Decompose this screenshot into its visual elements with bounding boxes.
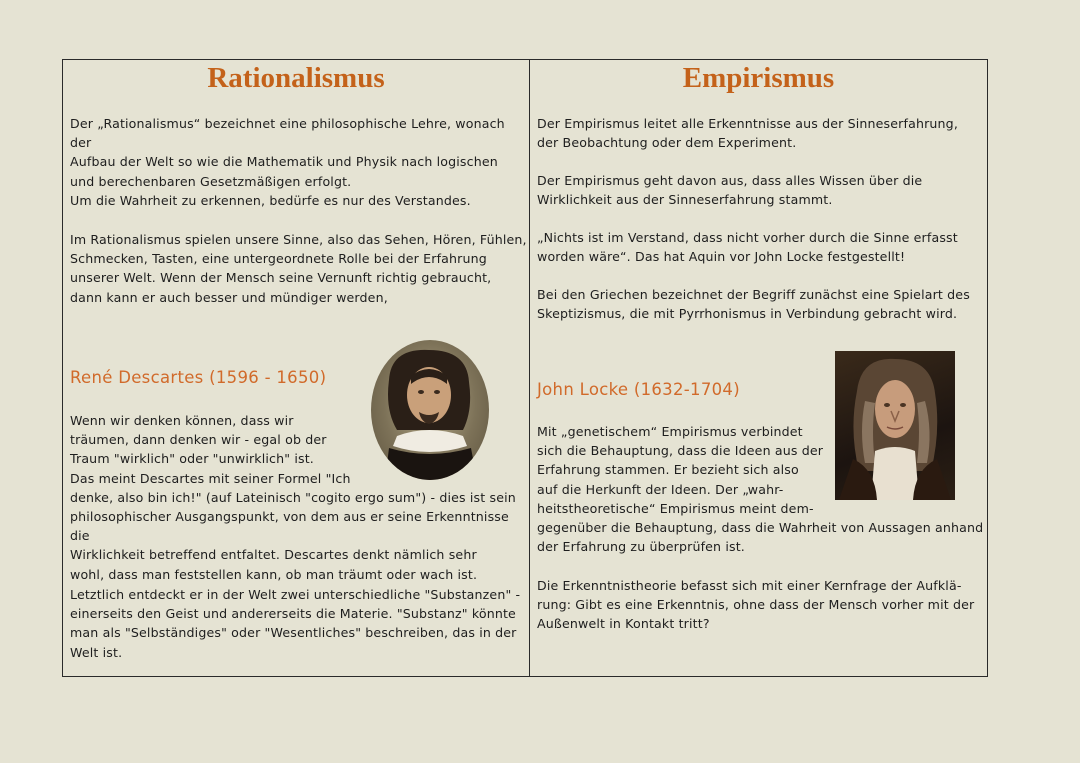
text-line: und berechenbaren Gesetzmäßigen erfolgt. bbox=[70, 173, 352, 189]
text-line: rung: Gibt es eine Erkenntnis, ohne dass der Mensch vorher mit der bbox=[537, 597, 975, 613]
text-line: Der „Rationalismus“ bezeichnet eine philosophische Lehre, wonach der bbox=[70, 116, 505, 151]
text-line: träumen, dann denken wir - egal ob der bbox=[70, 432, 327, 448]
rationalism-definition bbox=[70, 114, 529, 191]
text-line: man als "Selbständiges" oder "Wesentliches" beschreiben, das in der bbox=[70, 625, 517, 641]
text-line: Traum "wirklich" oder "unwirklich" ist. bbox=[70, 451, 314, 467]
text-line: Der Empirismus leitet alle Erkenntnisse aus der Sinneserfahrung, bbox=[537, 116, 958, 131]
text-line: Außenwelt in Kontakt tritt? bbox=[537, 616, 710, 632]
descartes-substances bbox=[70, 585, 520, 662]
text-line: der Beobachtung oder dem Experiment. bbox=[537, 135, 797, 151]
text-line: heitstheoretische“ Empirismus meint dem- bbox=[537, 500, 814, 516]
text-line: philosophischer Ausgangspunkt, von dem aus er seine Erkenntnisse die bbox=[70, 509, 509, 544]
text-line: Im Rationalismus spielen unsere Sinne, also das Sehen, Hören, Fühlen, bbox=[70, 232, 527, 247]
text-line: Letztlich entdeckt er in der Welt zwei unterschiedliche "Substanzen" - bbox=[70, 587, 521, 602]
text-line: Bei den Griechen bezeichnet der Begriff zunächst eine Spielart des bbox=[537, 287, 970, 302]
rationalism-senses bbox=[70, 230, 527, 307]
comparison-table bbox=[62, 59, 988, 677]
text-line: der Erfahrung zu überprüfen ist. bbox=[537, 539, 745, 555]
text-line: Skeptizismus, die mit Pyrrhonismus in Verbindung gebracht wird. bbox=[537, 306, 958, 322]
text-line: sich die Behauptung, dass die Ideen aus der bbox=[537, 443, 824, 459]
empiricism-knowledge bbox=[537, 171, 922, 209]
text-line: unserer Welt. Wenn der Mensch seine Vernunft richtig gebraucht, bbox=[70, 270, 492, 286]
text-line: denke, also bin ich!" (auf Lateinisch "cogito ergo sum") - dies ist sein bbox=[70, 489, 516, 505]
empiricism-column bbox=[530, 60, 987, 676]
text-line: Wenn wir denken können, dass wir bbox=[70, 413, 294, 428]
text-line: Schmecken, Tasten, eine untergeordnete Rolle bei der Erfahrung bbox=[70, 251, 487, 267]
text-line: Der Empirismus geht davon aus, dass alles Wissen über die bbox=[537, 173, 923, 188]
locke-name: John Locke (1632-1704) bbox=[537, 380, 740, 399]
text-line: Das meint Descartes mit seiner Formel "Ich bbox=[70, 470, 351, 486]
text-line: Aufbau der Welt so wie die Mathematik und Physik nach logischen bbox=[70, 154, 498, 170]
descartes-text bbox=[70, 411, 529, 584]
empiricism-heading: Empirismus bbox=[682, 62, 835, 94]
text-line: dann kann er auch besser und mündiger werden, bbox=[70, 289, 388, 305]
descartes-name: René Descartes (1596 - 1650) bbox=[70, 368, 327, 387]
text-line: „Nichts ist im Verstand, dass nicht vorher durch die Sinne erfasst bbox=[537, 230, 958, 245]
text-line: Wirklichkeit aus der Sinneserfahrung stammt. bbox=[537, 192, 833, 208]
text-line: auf die Herkunft der Ideen. Der „wahr- bbox=[537, 481, 784, 497]
empiricism-greeks bbox=[537, 285, 970, 323]
rationalism-heading: Rationalismus bbox=[207, 62, 385, 94]
text-line: Erfahrung stammen. Er bezieht sich also bbox=[537, 462, 799, 478]
rationalism-column bbox=[63, 60, 530, 676]
text-line: Die Erkenntnistheorie befasst sich mit einer Kernfrage der Aufklä- bbox=[537, 578, 962, 593]
empiricism-quote bbox=[537, 228, 958, 266]
text-line: Mit „genetischem“ Empirismus verbindet bbox=[537, 424, 803, 439]
text-line: einerseits den Geist und andererseits die Materie. "Substanz" könnte bbox=[70, 606, 516, 622]
text-line: gegenüber die Behauptung, dass die Wahrheit von Aussagen anhand bbox=[537, 520, 984, 536]
text-line: wohl, dass man feststellen kann, ob man träumt oder wach ist. bbox=[70, 566, 478, 582]
text-line: Welt ist. bbox=[70, 644, 123, 660]
epistemology-text bbox=[537, 576, 974, 634]
text-line: Wirklichkeit betreffend entfaltet. Descartes denkt nämlich sehr bbox=[70, 547, 477, 563]
rationalism-truth: Um die Wahrheit zu erkennen, bedürfe es nur des Verstandes. bbox=[70, 193, 471, 208]
text-line: worden wäre“. Das hat Aquin vor John Locke festgestellt! bbox=[537, 249, 906, 265]
empiricism-definition bbox=[537, 114, 958, 152]
locke-text bbox=[537, 422, 983, 556]
